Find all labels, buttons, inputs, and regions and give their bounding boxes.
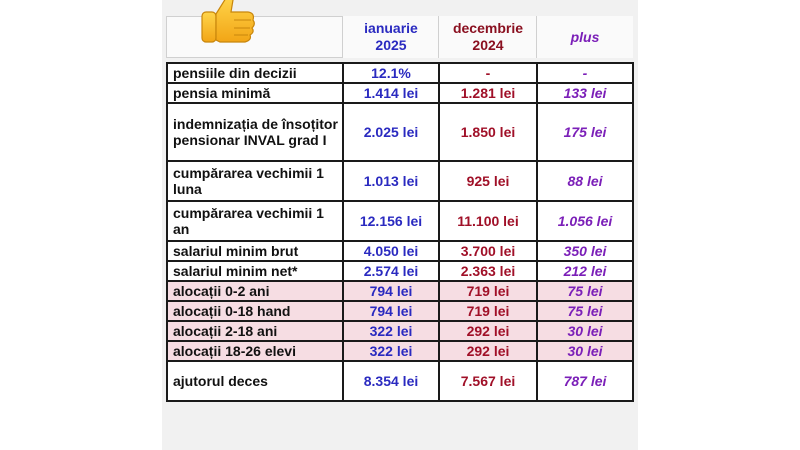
value-december: 719 lei bbox=[439, 281, 537, 301]
value-january: 322 lei bbox=[343, 341, 439, 361]
table-row bbox=[167, 341, 633, 361]
comparison-panel bbox=[162, 0, 638, 450]
table-row bbox=[167, 361, 633, 401]
row-label: ajutorul deces bbox=[167, 361, 343, 401]
table-row bbox=[167, 63, 633, 83]
row-label: pensiile din decizii bbox=[167, 63, 343, 83]
column-header-january: ianuarie 2025 bbox=[342, 16, 439, 58]
value-december: 292 lei bbox=[439, 341, 537, 361]
left-margin bbox=[0, 0, 162, 450]
value-january: 1.013 lei bbox=[343, 161, 439, 201]
value-december: - bbox=[439, 63, 537, 83]
value-plus: 212 lei bbox=[537, 261, 633, 281]
row-label: salariul minim brut bbox=[167, 241, 343, 261]
table-row bbox=[167, 161, 633, 201]
value-december: 7.567 lei bbox=[439, 361, 537, 401]
value-december: 1.850 lei bbox=[439, 103, 537, 161]
value-plus: 175 lei bbox=[537, 103, 633, 161]
column-header-december: decembrie 2024 bbox=[438, 16, 537, 58]
table-row bbox=[167, 201, 633, 241]
value-plus: 30 lei bbox=[537, 341, 633, 361]
row-label: alocații 2-18 ani bbox=[167, 321, 343, 341]
value-january: 12.1% bbox=[343, 63, 439, 83]
row-label: alocații 0-2 ani bbox=[167, 281, 343, 301]
value-january: 2.025 lei bbox=[343, 103, 439, 161]
table-row bbox=[167, 103, 633, 161]
row-label: cumpărarea vechimii 1 an bbox=[167, 201, 343, 241]
table-row bbox=[167, 321, 633, 341]
thumbs-up-icon bbox=[198, 0, 258, 46]
value-january: 1.414 lei bbox=[343, 83, 439, 103]
value-january: 794 lei bbox=[343, 301, 439, 321]
value-december: 11.100 lei bbox=[439, 201, 537, 241]
table-row bbox=[167, 281, 633, 301]
value-plus: 787 lei bbox=[537, 361, 633, 401]
value-plus: 133 lei bbox=[537, 83, 633, 103]
value-december: 2.363 lei bbox=[439, 261, 537, 281]
comparison-table bbox=[166, 62, 634, 402]
value-plus: 1.056 lei bbox=[537, 201, 633, 241]
table-row bbox=[167, 83, 633, 103]
column-header-plus: plus bbox=[536, 16, 633, 58]
value-january: 4.050 lei bbox=[343, 241, 439, 261]
value-january: 322 lei bbox=[343, 321, 439, 341]
right-margin bbox=[638, 0, 800, 450]
value-january: 8.354 lei bbox=[343, 361, 439, 401]
value-plus: 30 lei bbox=[537, 321, 633, 341]
table-row bbox=[167, 301, 633, 321]
row-label: salariul minim net* bbox=[167, 261, 343, 281]
value-plus: 88 lei bbox=[537, 161, 633, 201]
value-plus: 75 lei bbox=[537, 301, 633, 321]
row-label: indemnizația de însoțitor pensionar INVAL grad I bbox=[167, 103, 343, 161]
value-december: 3.700 lei bbox=[439, 241, 537, 261]
value-december: 925 lei bbox=[439, 161, 537, 201]
row-label: alocații 0-18 hand bbox=[167, 301, 343, 321]
table-row bbox=[167, 241, 633, 261]
table-row bbox=[167, 261, 633, 281]
value-january: 2.574 lei bbox=[343, 261, 439, 281]
value-december: 719 lei bbox=[439, 301, 537, 321]
value-december: 292 lei bbox=[439, 321, 537, 341]
value-december: 1.281 lei bbox=[439, 83, 537, 103]
value-january: 794 lei bbox=[343, 281, 439, 301]
value-plus: 350 lei bbox=[537, 241, 633, 261]
value-january: 12.156 lei bbox=[343, 201, 439, 241]
row-label: cumpărarea vechimii 1 luna bbox=[167, 161, 343, 201]
value-plus: 75 lei bbox=[537, 281, 633, 301]
row-label: alocații 18-26 elevi bbox=[167, 341, 343, 361]
row-label: pensia minimă bbox=[167, 83, 343, 103]
value-plus: - bbox=[537, 63, 633, 83]
